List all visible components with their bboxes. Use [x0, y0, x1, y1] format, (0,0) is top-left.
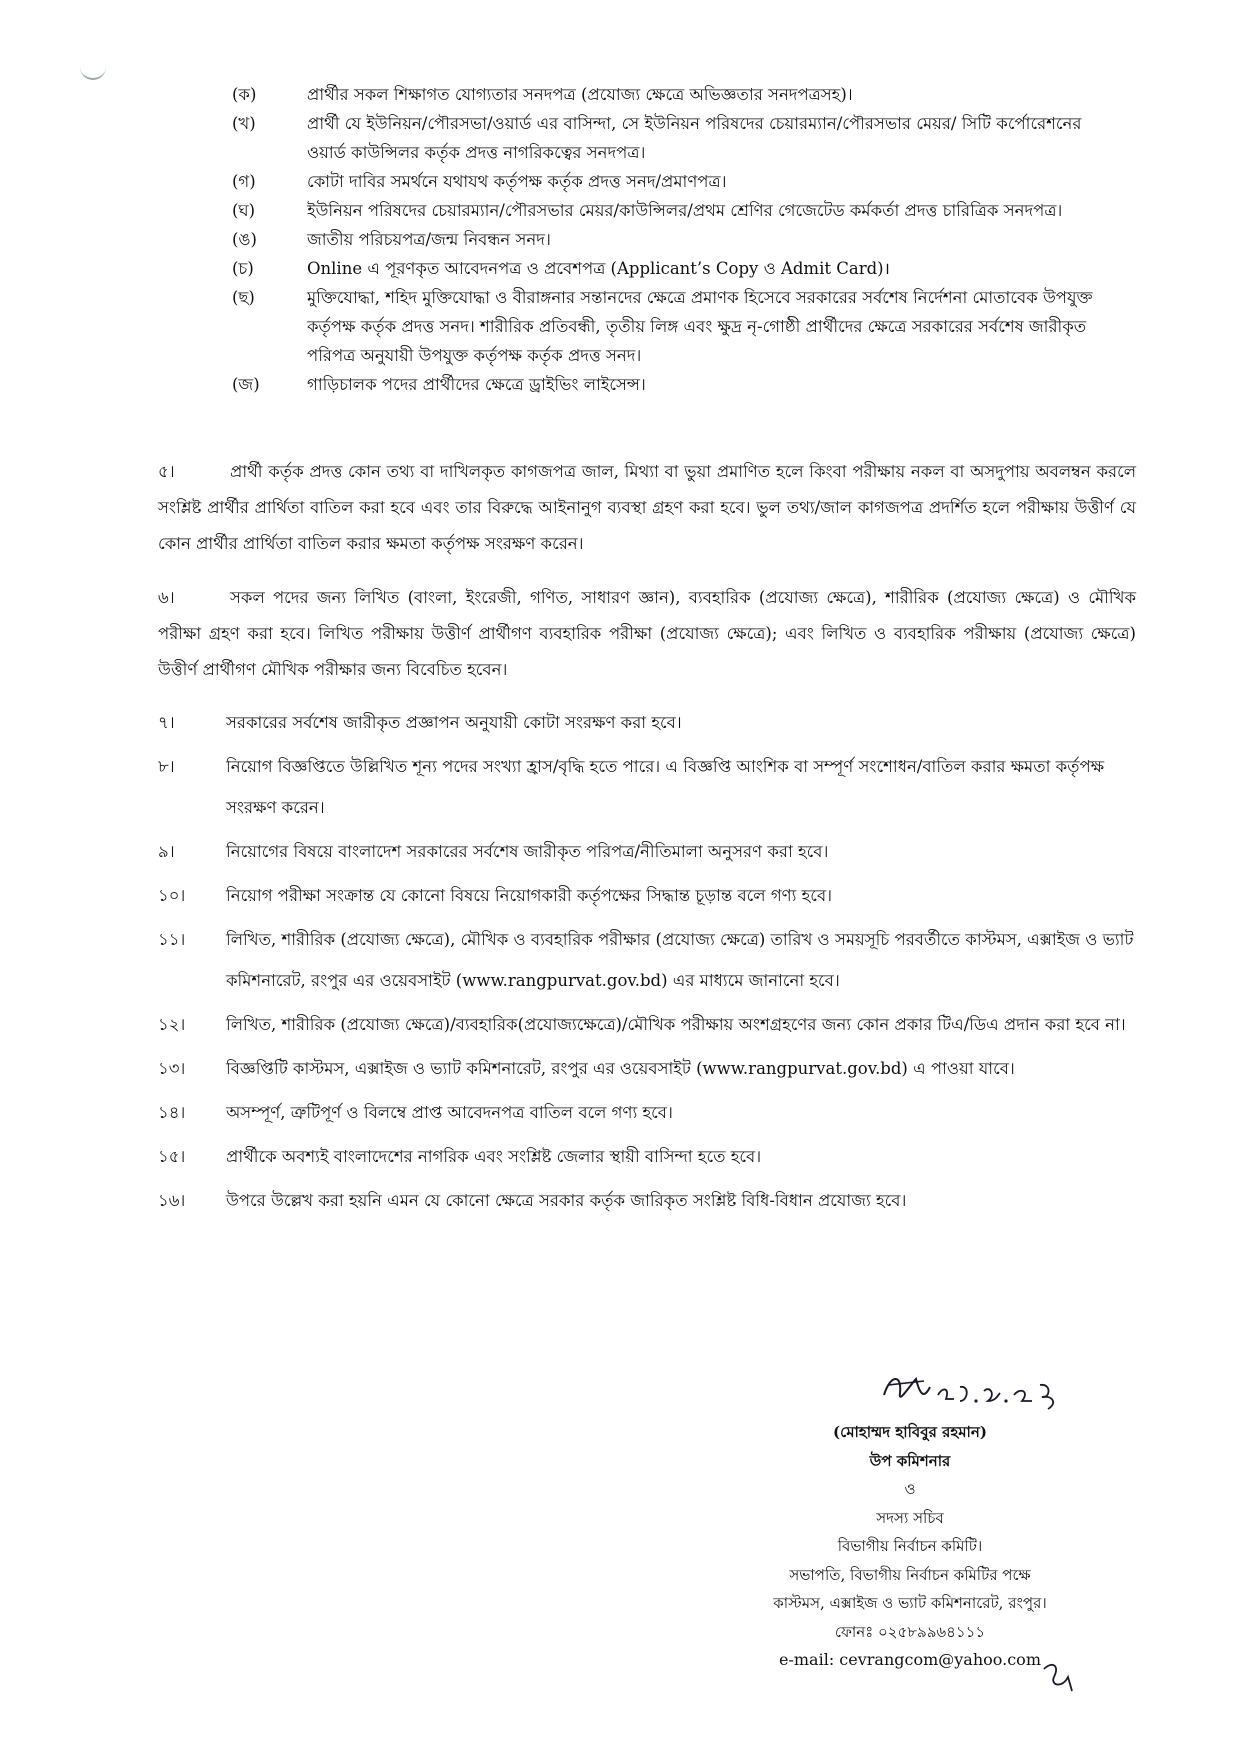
list-item: (ঙ) জাতীয় পরিচয়পত্র/জন্ম নিবন্ধন সনদ। — [232, 230, 551, 249]
list-item: (গ) কোটা দাবির সমর্থনে যথাযথ কর্তৃপক্ষ কর্তৃক প্রদত্ত সনদ/প্রমাণপত্র। — [232, 172, 727, 191]
signatory-name: (মোহাম্মদ হাবিবুর রহমান) — [833, 1423, 987, 1441]
email-address: e-mail: cevrangcom@yahoo.com — [779, 1650, 1041, 1669]
list-item: ১৩। বিজ্ঞপ্তিটি কাস্টমস, এক্সাইজ ও ভ্যাট কমিশনারেট, রংপুর এর ওয়েবসাইট (www.rangpurvat.gov.bd) এ পাওয়া যাবে। — [158, 1059, 1015, 1078]
phone-number: ফোনঃ ০২৫৮৯৯৬৪১১১ — [834, 1622, 986, 1641]
paragraph-5: ৫। প্রার্থী কর্তৃক প্রদত্ত কোন তথ্য বা দাখিলকৃত কাগজপত্র জাল, মিথ্যা বা ভুয়া প্রমাণিত হলে কিংবা পরীক্ষায় নকল বা অসদুপায় অবলম্বন করলে সংশ্লিষ্ট প্রার্থীর প্রার্থিতা বাতিল করা হবে এবং তার বিরুদ্ধে আইনানুগ ব্যবস্থা গ্রহণ করা হবে। ভুল তথ্য/জাল কাগজপত্র প্রদর্শিত হলে পরীক্ষায় উত্তীর্ণ যে কোন প্রার্থীর প্রার্থিতা বাতিল করার ক্ষমতা কর্তৃপক্ষ সংরক্ষণ করেন। — [158, 462, 1136, 553]
handwritten-initial — [1038, 1655, 1078, 1695]
signature-block — [660, 1418, 1160, 1675]
paragraph-6: ৬। সকল পদের জন্য লিখিত (বাংলা, ইংরেজী, গণিত, সাধারণ জ্ঞান), ব্যবহারিক (প্রযোজ্য ক্ষেত্রে), শারীরিক (প্রযোজ্য ক্ষেত্রে) ও মৌখিক পরীক্ষা গ্রহণ করা হবে। লিখিত পরীক্ষায় উত্তীর্ণ প্রার্থীগণ ব্যবহারিক পরীক্ষা (প্রযোজ্য ক্ষেত্রে); এবং লিখিত ও ব্যবহারিক পরীক্ষায় (প্রযোজ্য ক্ষেত্রে) উত্তীর্ণ প্রার্থীগণ মৌখিক পরীক্ষার জন্য বিবেচিত হবেন। — [158, 588, 1136, 679]
list-item: ৭। সরকারের সর্বশেষ জারীকৃত প্রজ্ঞাপন অনুযায়ী কোটা সংরক্ষণ করা হবে। — [158, 713, 682, 732]
list-item: (জ) গাড়িচালক পদের প্রার্থীদের ক্ষেত্রে ড্রাইভিং লাইসেন্স। — [232, 375, 646, 394]
handwritten-signature — [880, 1365, 1080, 1415]
list-item: ১১। লিখিত, শারীরিক (প্রযোজ্য ক্ষেত্রে), মৌখিক ও ব্যবহারিক পরীক্ষার (প্রযোজ্য ক্ষেত্রে) তারিখ ও সময়সূচি পরবর্তীতে কাস্টমস, এক্সাইজ ও ভ্যাট কমিশনারেট, রংপুর এর ওয়েবসাইট (www.rangpurvat.gov.bd) এর মাধ্যমে জানানো হবে। — [158, 930, 1134, 990]
committee-name: বিভাগীয় নির্বাচন কমিটি। — [837, 1537, 983, 1555]
list-item: ১২। লিখিত, শারীরিক (প্রযোজ্য ক্ষেত্রে)/ব্যবহারিক(প্রযোজ্যক্ষেত্রে)/মৌখিক পরীক্ষায় অংশগ্রহণের জন্য কোন প্রকার টিএ/ডিএ প্রদান করা হবে না। — [158, 1015, 1126, 1034]
list-item: ১৫। প্রার্থীকে অবশ্যই বাংলাদেশের নাগরিক এবং সংশ্লিষ্ট জেলার স্থায়ী বাসিন্দা হতে হবে। — [158, 1147, 762, 1166]
list-item: ১০। নিয়োগ পরীক্ষা সংক্রান্ত যে কোনো বিষয়ে নিয়োগকারী কর্তৃপক্ষের সিদ্ধান্ত চূড়ান্ত বলে গণ্য হবে। — [158, 886, 833, 905]
list-item: (চ) Online এ পূরণকৃত আবেদনপত্র ও প্রবেশপত্র (Applicant’s Copy ও Admit Card)। — [232, 259, 890, 278]
office-name: কাস্টমস, এক্সাইজ ও ভ্যাট কমিশনারেট, রংপুর। — [773, 1594, 1047, 1612]
signatory-designation: উপ কমিশনার — [869, 1451, 951, 1470]
list-item: (খ) প্রার্থী যে ইউনিয়ন/পৌরসভা/ওয়ার্ড এর বাসিন্দা, সে ইউনিয়ন পরিষদের চেয়ারম্যান/পৌরসভার মেয়র/ সিটি কর্পোরেশনের ওয়ার্ড কাউন্সিলর কর্তৃক প্রদত্ত নাগরিকত্বের সনদপত্র। — [232, 114, 1082, 162]
list-item: (ঘ) ইউনিয়ন পরিষদের চেয়ারম্যান/পৌরসভার মেয়র/কাউন্সিলর/প্রথম শ্রেণির গেজেটেড কর্মকর্তা প্রদত্ত চারিত্রিক সনদপত্র। — [232, 201, 1063, 220]
page-curl-mark — [80, 58, 106, 80]
list-item: ৮। নিয়োগ বিজ্ঞপ্তিতে উল্লিখিত শূন্য পদের সংখ্যা হ্রাস/বৃদ্ধি হতে পারে। এ বিজ্ঞপ্তি আংশিক বা সম্পূর্ণ সংশোধন/বাতিল করার ক্ষমতা কর্তৃপক্ষ সংরক্ষণ করেন। — [158, 757, 1105, 817]
clauses-list — [158, 702, 1148, 1224]
list-item: ৯। নিয়োগের বিষয়ে বাংলাদেশ সরকারের সর্বশেষ জারীকৃত পরিপত্র/নীতিমালা অনুসরণ করা হবে। — [158, 842, 829, 861]
required-documents-list — [232, 80, 1112, 399]
signatory-role: সদস্য সচিব — [876, 1508, 944, 1527]
list-item: (ছ) মুক্তিযোদ্ধা, শহিদ মুক্তিযোদ্ধা ও বীরাঙ্গনার সন্তানদের ক্ষেত্রে প্রমাণক হিসেবে সরকারের সর্বশেষ নির্দেশনা মোতাবেক উপযুক্ত কর্তৃপক্ষ কর্তৃক প্রদত্ত সনদ। শারীরিক প্রতিবন্ধী, তৃতীয় লিঙ্গ এবং ক্ষুদ্র নৃ-গোষ্ঠী প্রার্থীদের ক্ষেত্রে সরকারের সর্বশেষ জারীকৃত পরিপত্র অনুযায়ী উপযুক্ত কর্তৃপক্ষ কর্তৃক প্রদত্ত সনদ। — [232, 288, 1093, 365]
list-item: ১৬। উপরে উল্লেখ করা হয়নি এমন যে কোনো ক্ষেত্রে সরকার কর্তৃক জারিকৃত সংশ্লিষ্ট বিধি-বিধান প্রযোজ্য হবে। — [158, 1191, 907, 1210]
signatory-conjunction: ও — [904, 1480, 916, 1498]
list-item: (ক) প্রার্থীর সকল শিক্ষাগত যোগ্যতার সনদপত্র (প্রযোজ্য ক্ষেত্রে অভিজ্ঞতার সনদপত্রসহ)। — [232, 85, 853, 104]
list-item: ১৪। অসম্পূর্ণ, ত্রুটিপূর্ণ ও বিলম্বে প্রাপ্ত আবেদনপত্র বাতিল বলে গণ্য হবে। — [158, 1103, 673, 1122]
on-behalf-line: সভাপতি, বিভাগীয় নির্বাচন কমিটির পক্ষে — [789, 1565, 1031, 1584]
